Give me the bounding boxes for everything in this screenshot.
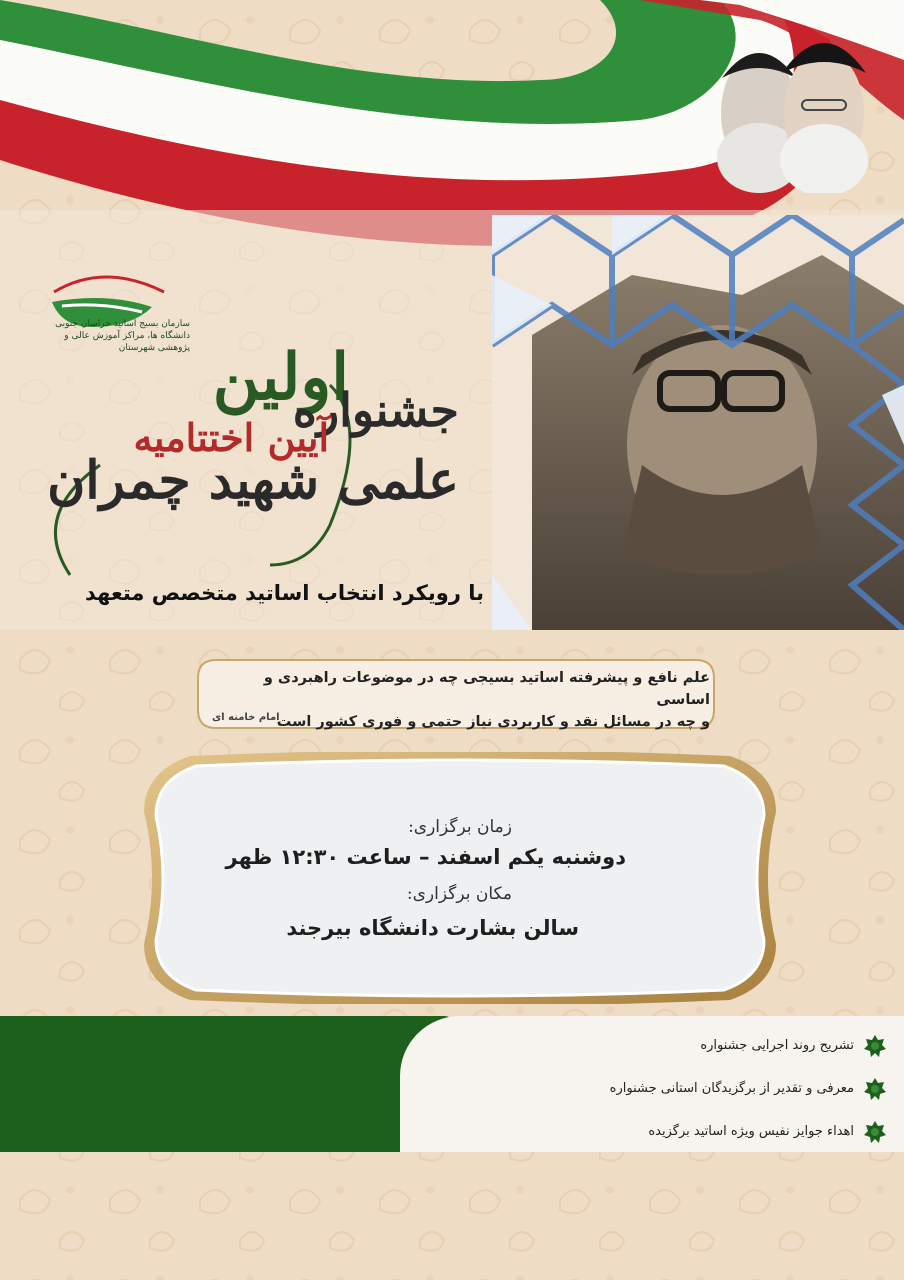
event-details-frame xyxy=(140,752,780,1004)
event-place-value: سالن بشارت دانشگاه بیرجند xyxy=(286,916,579,940)
star-bullet-icon xyxy=(864,1121,886,1143)
agenda-item-text: اهداء جوایز نفیس ویژه اساتید برگزیده xyxy=(648,1124,854,1139)
agenda-item-text: معرفی و تقدیر از برگزیدگان استانی جشنواره xyxy=(609,1081,854,1096)
shahid-chamran-photo xyxy=(492,215,904,630)
title-elmi-shahid-chamran: علمی شهید چمران xyxy=(47,450,459,511)
subtitle: با رویکرد انتخاب اساتید متخصص متعهد xyxy=(85,581,484,605)
quote-source: امام خامنه ای xyxy=(212,712,280,723)
agenda-item xyxy=(456,1110,886,1153)
title-jashnvare: جشنواره xyxy=(292,383,459,437)
star-bullet-icon xyxy=(864,1035,886,1057)
quote-line2: و چه در مسائل نقد و کاربردی نیاز حتمی و فوری کشور است xyxy=(276,714,710,730)
agenda-item xyxy=(456,1024,886,1067)
leaders-portrait xyxy=(704,18,884,193)
star-bullet-icon xyxy=(864,1078,886,1100)
organization-line1: سازمان بسیج اساتید خراسان جنوبی xyxy=(55,319,190,329)
agenda-item xyxy=(456,1067,886,1110)
event-place-label: مکان برگزاری: xyxy=(406,884,512,904)
organization-line2: دانشگاه ها، مراکز آموزش عالی و پژوهشی شهرستان xyxy=(64,331,190,353)
agenda-item-text: تشریح روند اجرایی جشنواره xyxy=(700,1038,854,1053)
green-accent-bar xyxy=(0,1016,458,1152)
quote-line1: علم نافع و پیشرفته اساتید بسیجی چه در موضوعات راهبردی و اساسی xyxy=(263,670,710,708)
title-avalin: اولین xyxy=(212,340,349,415)
event-time-value: دوشنبه یکم اسفند – ساعت ۱۲:۳۰ ظهر xyxy=(225,845,626,869)
title-ayin-ekhtetamiye: آیین اختتامیه xyxy=(133,415,329,460)
agenda-list xyxy=(456,1024,886,1153)
quote-text xyxy=(220,667,710,733)
event-time-label: زمان برگزاری: xyxy=(408,817,512,837)
